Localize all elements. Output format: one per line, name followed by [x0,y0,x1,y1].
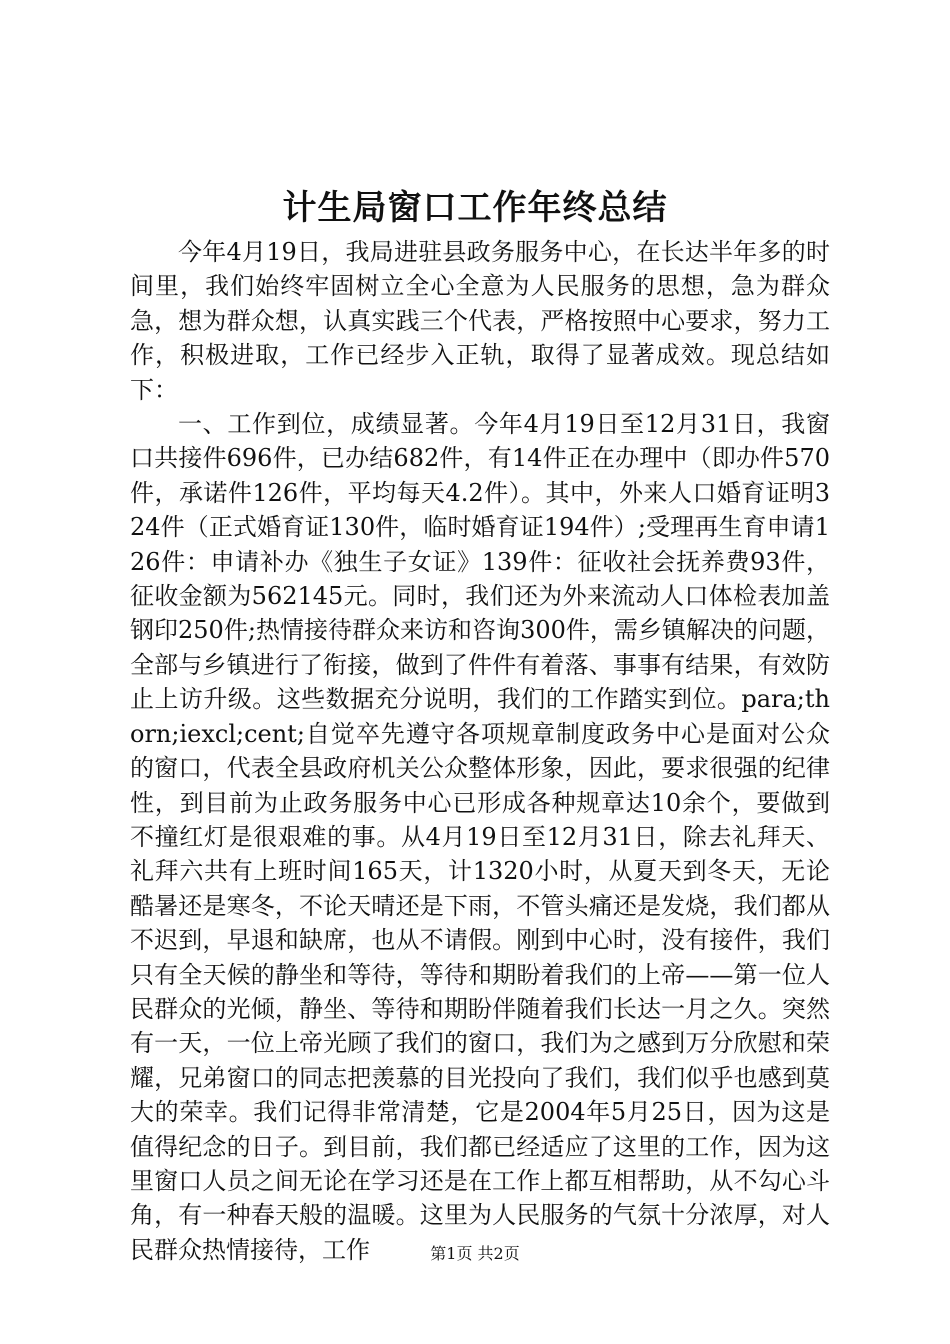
document-body [130,235,830,1267]
page-footer: 第1页 共2页 [430,1244,520,1263]
paragraph-section-one: 一、工作到位，成绩显著。今年4月19日至12月31日，我窗口共接件696件，已办结682件，有14件正在办理中（即办件570件，承诺件126件，平均每天4.2件）。其中，外来人口婚育证明324件（正式婚育证130件，临时婚育证194件）;受理再生育申请126件：申请补办《独生子女证》139件：征收社会抚养费93件，征收金额为562145元。同时，我们还为外来流动人口体检表加盖钢印250件;热情接待群众来访和咨询300件，需乡镇解决的问题，全部与乡镇进行了衔接，做到了件件有着落、事事有结果，有效防止上访升级。这些数据充分说明，我们的工作踏实到位。para;thorn;iexcl;cent;自觉卒先遵守各项规章制度政务中心是面对公众的窗口，代表全县政府机关公众整体形象，因此，要求很强的纪律性，到目前为止政务服务中心已形成各种规章达10余个，要做到不撞红灯是很艰难的事。从4月19日至12月31日，除去礼拜天、礼拜六共有上班时间165天，计1320小时，从夏天到冬天，无论酷暑还是寒冬，不论天晴还是下雨，不管头痛还是发烧，我们都从不迟到，早退和缺席，也从不请假。刚到中心时，没有接件，我们只有全天候的静坐和等待，等待和期盼着我们的上帝——第一位人民群众的光倾，静坐、等待和期盼伴随着我们长达一月之久。突然有一天，一位上帝光顾了我们的窗口，我们为之感到万分欣慰和荣耀，兄弟窗口的同志把羡慕的目光投向了我们，我们似乎也感到莫大的荣幸。我们记得非常清楚，它是2004年5月25日，因为这是值得纪念的日子。到目前，我们都已经适应了这里的工作，因为这里窗口人员之间无论在学习还是在工作上都互相帮助，从不勾心斗角，有一种春天般的温暖。这里为人民服务的气氛十分浓厚，对人民群众热情接待，工作 [130,410,830,1264]
paragraph-intro: 今年4月19日，我局进驻县政务服务中心，在长达半年多的时间里，我们始终牢固树立全心全意为人民服务的思想，急为群众急，想为群众想，认真实践三个代表，严格按照中心要求，努力工作，积极进取，工作已经步入正轨，取得了显著成效。现总结如下： [130,238,830,404]
document-title: 计生局窗口工作年终总结 [282,188,668,228]
